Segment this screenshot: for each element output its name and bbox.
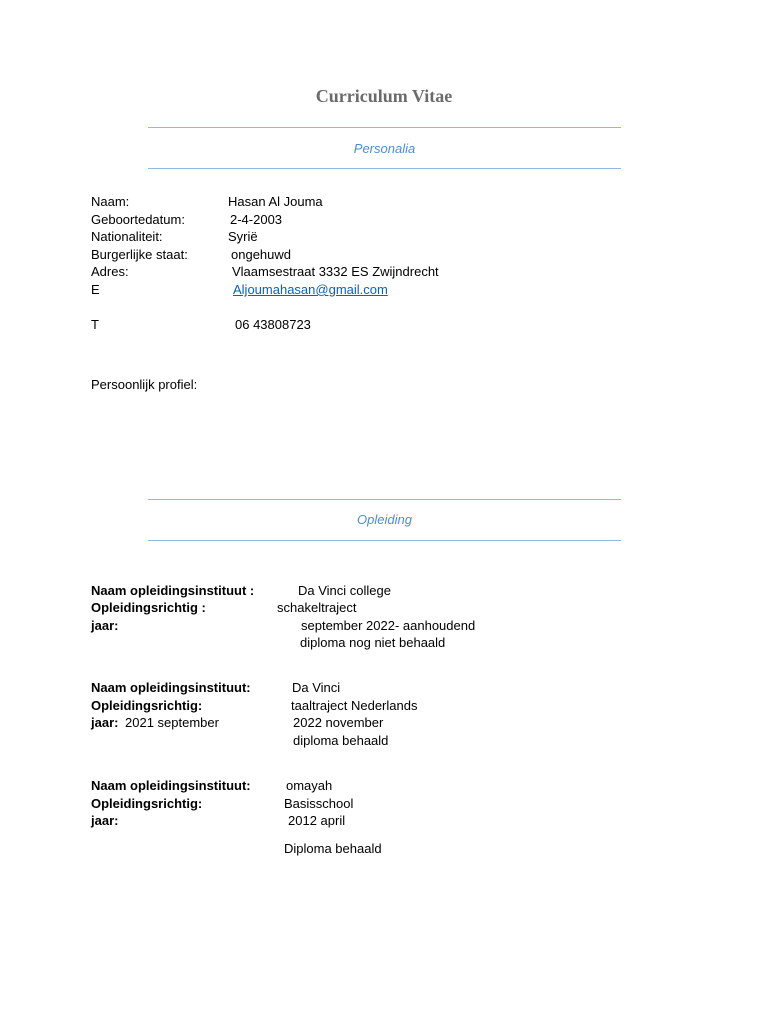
label-nationaliteit: Nationaliteit:: [91, 229, 163, 244]
entry-richting-value: schakeltraject: [277, 600, 357, 615]
label-burgerlijke-staat: Burgerlijke staat:: [91, 247, 188, 262]
entry-institute-value: Da Vinci: [292, 680, 341, 695]
entry-richting-label: Opleidingsrichtig :: [91, 600, 206, 615]
section-heading-opleiding: Opleiding: [357, 512, 412, 527]
divider: [148, 127, 621, 128]
label-geboortedatum: Geboortedatum:: [91, 212, 185, 227]
entry-status: Diploma behaald: [284, 841, 382, 856]
entry-jaar-value: 2022 november: [293, 715, 384, 730]
value-naam: Hasan Al Jouma: [228, 194, 323, 209]
entry-richting-value: Basisschool: [284, 796, 354, 811]
entry-richting-label: Opleidingsrichtig:: [91, 796, 203, 811]
entry-status: diploma nog niet behaald: [300, 635, 446, 650]
entry-institute-label: Naam opleidingsinstituut:: [91, 778, 251, 793]
entry-jaar-value: 2012 april: [288, 813, 346, 828]
entry-jaar-label: jaar:: [91, 813, 119, 828]
entry-institute-label: Naam opleidingsinstituut :: [91, 583, 255, 598]
entry-jaar-start: 2021 september: [125, 715, 219, 730]
entry-richting-label: Opleidingsrichtig:: [91, 698, 203, 713]
value-telefoon: 06 43808723: [235, 317, 311, 332]
entry-jaar-label: jaar:: [91, 618, 119, 633]
entry-institute-value: Da Vinci college: [298, 583, 391, 598]
document-title: Curriculum Vitae: [315, 86, 453, 106]
divider: [148, 540, 621, 541]
value-adres: Vlaamsestraat 3332 ES Zwijndrecht: [232, 264, 439, 279]
label-email: E: [91, 282, 100, 297]
entry-status: diploma behaald: [293, 733, 389, 748]
entry-institute-value: omayah: [286, 778, 333, 793]
email-link[interactable]: Aljoumahasan@gmail.com: [233, 282, 388, 297]
label-telefoon: T: [91, 317, 99, 332]
value-nationaliteit: Syrië: [228, 229, 258, 244]
label-naam: Naam:: [91, 194, 130, 209]
entry-jaar-value: september 2022- aanhoudend: [301, 618, 476, 633]
value-burgerlijke-staat: ongehuwd: [231, 247, 291, 262]
entry-institute-label: Naam opleidingsinstituut:: [91, 680, 251, 695]
section-heading-personalia: Personalia: [353, 141, 416, 156]
divider: [148, 499, 621, 500]
label-persoonlijk-profiel: Persoonlijk profiel:: [91, 377, 198, 392]
entry-jaar-label: jaar:: [91, 715, 119, 730]
label-adres: Adres:: [91, 264, 129, 279]
value-geboortedatum: 2-4-2003: [230, 212, 283, 227]
divider: [148, 168, 621, 169]
entry-richting-value: taaltraject Nederlands: [291, 698, 418, 713]
